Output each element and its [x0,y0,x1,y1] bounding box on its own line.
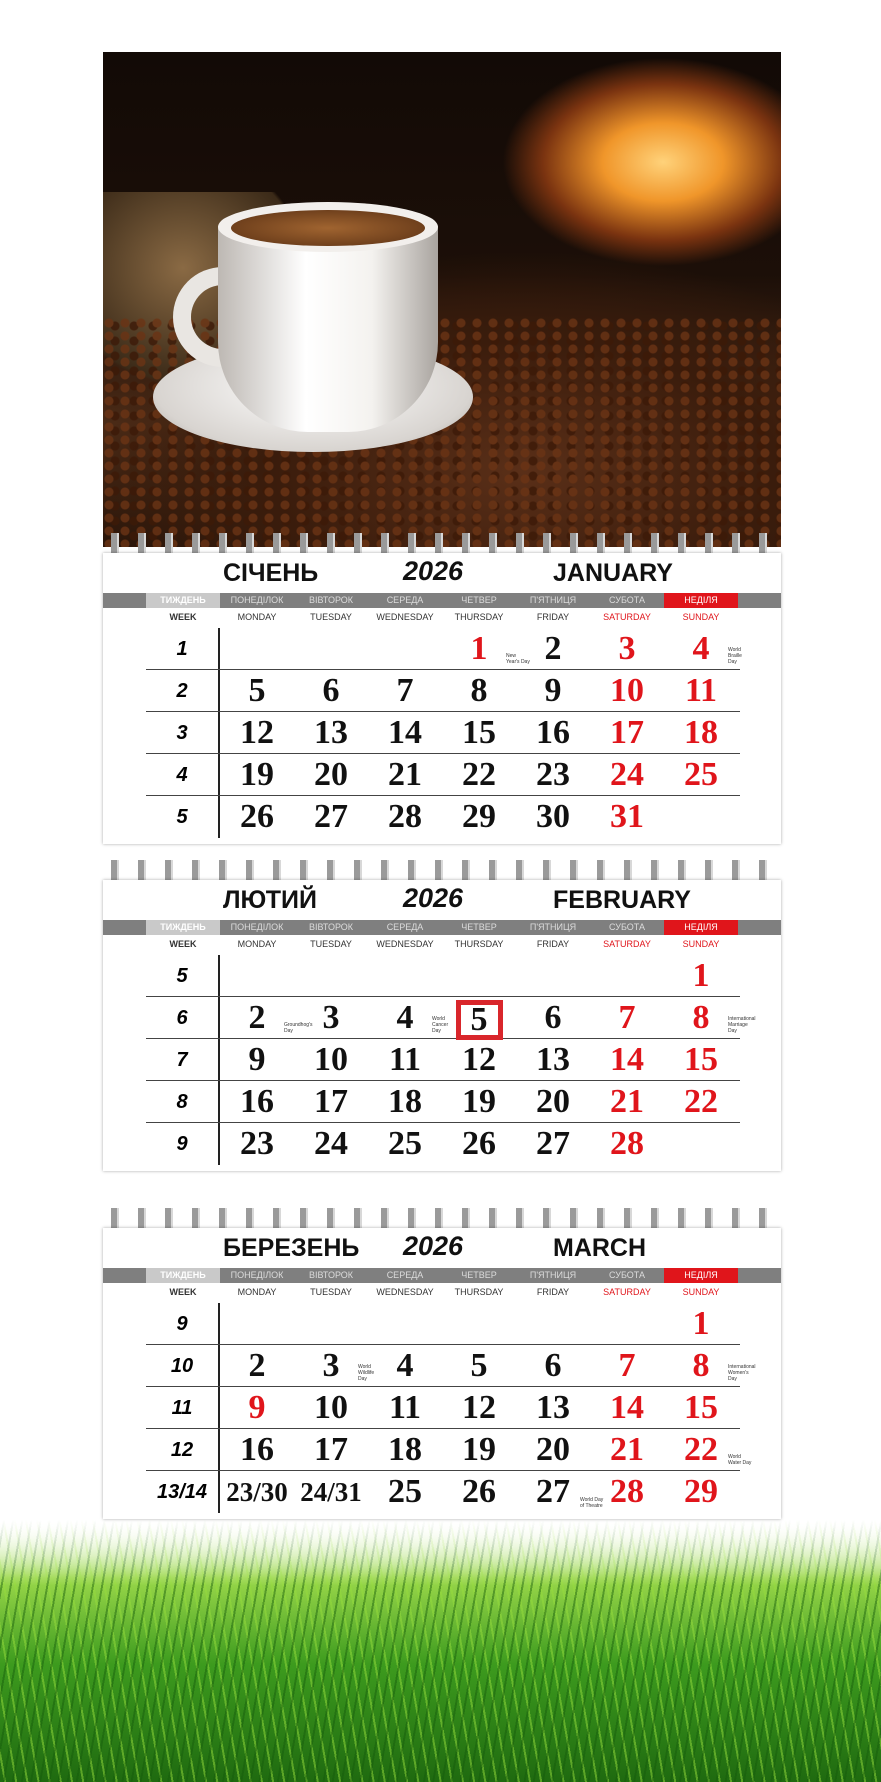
day-cell[interactable] [294,1387,368,1428]
day-cell[interactable] [220,796,294,838]
week-label-ua: ТИЖДЕНЬ [146,1268,220,1283]
week-row [146,628,740,670]
day-number: 21 [388,756,422,793]
day-cell[interactable] [664,1387,738,1428]
day-number: 29 [462,798,496,835]
weekday-ua: НЕДІЛЯ [664,920,738,935]
day-cell[interactable] [590,1471,664,1513]
day-number: 5 [456,1000,503,1040]
day-number: 8 [692,1347,710,1384]
day-number: 18 [388,1431,422,1468]
day-cell[interactable] [590,754,664,795]
day-cell[interactable] [294,997,368,1038]
day-cell[interactable] [442,1387,516,1428]
day-number: 9 [248,1389,266,1426]
holiday-note: Groundhog's Day [284,1022,313,1034]
day-cell[interactable] [516,997,590,1038]
day-cell[interactable] [664,1039,738,1080]
day-number: 10 [314,1389,348,1426]
day-number: 18 [388,1083,422,1120]
day-cell[interactable] [516,796,590,838]
week-number: 10 [146,1345,220,1386]
day-number: 9 [248,1041,266,1078]
week-label-en: WEEK [169,1287,197,1297]
day-number: 22 [684,1083,718,1120]
day-number: 25 [388,1125,422,1162]
weekday-ua: ПОНЕДІЛОК [230,1270,284,1280]
day-number: 16 [240,1431,274,1468]
week-number: 5 [146,955,220,996]
day-cell[interactable] [516,628,590,669]
weekday-ua: СУБОТА [609,922,645,932]
day-number: 16 [536,714,570,751]
day-number: 25 [684,756,718,793]
weekday-en: WEDNESDAY [376,1287,434,1297]
day-cell[interactable] [516,1387,590,1428]
day-number: 18 [684,714,718,751]
day-cell[interactable] [368,997,449,1038]
weekday-en: TUESDAY [310,612,352,622]
day-cell[interactable] [664,712,738,753]
day-number: 13 [536,1389,570,1426]
day-number: 31 [610,798,644,835]
day-cell[interactable] [590,712,664,753]
week-row [146,1345,756,1387]
weekday-ua: П'ЯТНИЦЯ [529,922,577,932]
day-cell[interactable] [516,1081,590,1122]
weekday-ua: СЕРЕДА [386,922,424,932]
day-cell[interactable] [442,796,516,838]
day-cell[interactable] [664,955,738,996]
day-cell[interactable] [516,754,590,795]
day-number: 11 [388,1041,422,1078]
week-row [146,670,740,712]
day-number: 2 [248,999,266,1036]
day-number: 15 [462,714,496,751]
day-cell[interactable] [368,1387,442,1428]
month-header [103,1228,781,1268]
day-cell[interactable] [516,1123,590,1165]
day-number: 20 [314,756,348,793]
week-label-en: WEEK [169,612,197,622]
day-cell[interactable] [294,1123,368,1165]
weeks-grid [146,955,756,1165]
weekday-en: SUNDAY [682,1287,720,1297]
day-cell[interactable] [294,1345,375,1386]
day-number: 23 [536,756,570,793]
day-cell[interactable] [368,1123,442,1165]
day-cell[interactable] [220,997,313,1038]
day-cell[interactable] [220,754,294,795]
day-number: 14 [610,1389,644,1426]
day-cell[interactable] [516,1039,590,1080]
week-number: 1 [146,628,220,669]
day-cell[interactable] [368,712,442,753]
weekday-ua: ВІВТОРОК [308,1270,354,1280]
weekday-bar-ua [103,1268,781,1283]
month-header [103,553,781,593]
day-number: 6 [544,999,562,1036]
weekday-ua: НЕДІЛЯ [664,593,738,608]
day-cell[interactable] [442,670,516,711]
weekday-en: FRIDAY [536,612,570,622]
day-cell[interactable] [368,754,442,795]
day-cell[interactable] [294,796,368,838]
day-number: 21 [610,1431,644,1468]
weekday-en: MONDAY [237,612,277,622]
year: 2026 [403,883,464,913]
day-number: 8 [470,672,488,709]
day-cell[interactable] [442,1429,516,1470]
day-number: 2 [544,630,562,667]
holiday-note: International Women's Day [728,1364,756,1382]
year: 2026 [403,1231,464,1261]
day-cell[interactable] [294,1471,368,1513]
weekday-en: TUESDAY [310,939,352,949]
day-cell[interactable] [368,1429,442,1470]
week-row [146,1471,740,1513]
day-cell[interactable] [294,712,368,753]
holiday-note: World Cancer Day [432,1016,449,1034]
day-cell[interactable] [368,670,442,711]
day-number: 30 [536,798,570,835]
day-cell[interactable] [368,1081,442,1122]
day-number: 24 [314,1125,348,1162]
day-cell[interactable] [442,1039,516,1080]
day-cell[interactable] [442,1471,516,1513]
day-number: 27 [536,1125,570,1162]
day-cell[interactable] [294,1429,368,1470]
day-cell[interactable] [220,1039,294,1080]
day-cell[interactable] [220,1471,294,1513]
day-number: 28 [610,1473,644,1510]
day-cell[interactable] [664,1345,756,1386]
day-number: 11 [388,1389,422,1426]
day-number: 16 [240,1083,274,1120]
day-number: 11 [684,672,718,709]
day-number: 9 [544,672,562,709]
day-number: 29 [684,1473,718,1510]
day-number: 27 [314,798,348,835]
weekday-ua: П'ЯТНИЦЯ [529,1270,577,1280]
weekday-en: FRIDAY [536,939,570,949]
weekday-ua: ЧЕТВЕР [461,595,497,605]
day-number: 12 [462,1041,496,1078]
spiral-binding [103,533,781,555]
week-row [146,1429,752,1471]
weekday-en: THURSDAY [454,939,504,949]
day-number: 5 [248,672,266,709]
weekday-row-en [103,608,781,628]
day-number: 4 [692,630,710,667]
day-number: 4 [396,1347,414,1384]
day-number: 19 [462,1431,496,1468]
month-name-en: MARCH [553,1234,647,1262]
week-row [146,1303,740,1345]
weekday-en: SATURDAY [603,612,651,622]
week-label-en: WEEK [169,939,197,949]
day-number: 17 [314,1431,348,1468]
day-cell[interactable] [220,1345,294,1386]
weekday-ua: ЧЕТВЕР [461,1270,497,1280]
day-number: 10 [610,672,644,709]
weekday-row-en [103,935,781,955]
weeks-grid [146,1303,756,1513]
day-cell[interactable] [516,712,590,753]
day-cell[interactable] [664,1429,752,1470]
month-name-en: JANUARY [553,559,673,587]
week-number: 13/14 [146,1471,220,1513]
month-name-ua: ЛЮТИЙ [223,886,317,914]
weekday-ua: СУБОТА [609,1270,645,1280]
day-number: 26 [462,1473,496,1510]
week-row [146,997,756,1039]
day-cell[interactable] [294,1081,368,1122]
coffee-photo [103,52,781,547]
weekday-ua: СУБОТА [609,595,645,605]
day-cell[interactable] [442,712,516,753]
weekday-bar-ua [103,593,781,608]
day-cell[interactable] [442,1081,516,1122]
spiral-binding [103,1208,781,1230]
day-number: 15 [684,1041,718,1078]
day-cell[interactable] [294,670,368,711]
weekday-en: WEDNESDAY [376,612,434,622]
week-row [146,754,740,796]
day-number: 28 [610,1125,644,1162]
weekday-en: TUESDAY [310,1287,352,1297]
week-row [146,1039,740,1081]
week-number: 8 [146,1081,220,1122]
day-number: 20 [536,1083,570,1120]
day-cell[interactable] [664,1303,738,1344]
day-cell[interactable] [442,754,516,795]
day-number: 1 [470,630,488,667]
grass-decoration [0,1520,881,1782]
weekday-en: SUNDAY [682,939,720,949]
day-cell[interactable] [368,1039,442,1080]
weekday-bar-ua [103,920,781,935]
day-cell[interactable] [516,1471,604,1513]
weekday-en: THURSDAY [454,1287,504,1297]
day-number: 14 [610,1041,644,1078]
day-number: 19 [240,756,274,793]
weekday-ua: ПОНЕДІЛОК [230,595,284,605]
week-number: 6 [146,997,220,1038]
day-number: 23 [240,1125,274,1162]
day-cell[interactable] [294,1039,368,1080]
day-number: 10 [314,1041,348,1078]
day-number: 6 [544,1347,562,1384]
day-cell[interactable] [220,712,294,753]
weekday-en: FRIDAY [536,1287,570,1297]
day-cell[interactable] [220,1081,294,1122]
weekday-en: SATURDAY [603,1287,651,1297]
day-number: 20 [536,1431,570,1468]
day-cell[interactable] [368,796,442,838]
day-cell[interactable] [590,1039,664,1080]
day-number: 27 [536,1473,570,1510]
day-cell[interactable] [664,1081,738,1122]
weekday-row-en [103,1283,781,1303]
day-cell[interactable] [294,754,368,795]
day-cell[interactable] [590,1345,664,1386]
day-number: 22 [462,756,496,793]
day-number: 1 [692,957,710,994]
month-name-ua: СІЧЕНЬ [223,559,319,587]
week-row [146,796,740,838]
day-number: 6 [322,672,340,709]
day-cell[interactable] [516,1345,590,1386]
day-number: 23/30 [226,1477,288,1507]
day-cell[interactable] [516,1429,590,1470]
day-number: 17 [314,1083,348,1120]
day-cell[interactable] [442,1123,516,1165]
day-number: 26 [462,1125,496,1162]
day-cell[interactable] [590,628,664,669]
weekday-ua: НЕДІЛЯ [664,1268,738,1283]
day-cell[interactable] [368,1471,442,1513]
week-label-ua: ТИЖДЕНЬ [146,593,220,608]
weekday-en: WEDNESDAY [376,939,434,949]
day-cell[interactable] [590,1081,664,1122]
day-cell[interactable] [664,1471,738,1513]
day-number: 17 [610,714,644,751]
day-cell-selected[interactable] [442,997,516,1038]
weeks-grid [146,628,740,838]
month-header [103,880,781,920]
week-number: 3 [146,712,220,753]
weekday-ua: СЕРЕДА [386,595,424,605]
day-cell[interactable] [442,628,530,669]
day-cell[interactable] [664,670,738,711]
day-cell[interactable] [442,1345,516,1386]
day-cell[interactable] [590,670,664,711]
day-number: 25 [388,1473,422,1510]
day-number: 14 [388,714,422,751]
week-number: 9 [146,1303,220,1344]
day-cell[interactable] [664,997,756,1038]
day-number: 13 [536,1041,570,1078]
weekday-en: MONDAY [237,939,277,949]
week-row [146,955,740,997]
day-number: 22 [684,1431,718,1468]
year: 2026 [403,556,464,586]
day-number: 1 [692,1305,710,1342]
day-number: 3 [322,1347,340,1384]
day-number: 19 [462,1083,496,1120]
week-number: 4 [146,754,220,795]
weekday-ua: ВІВТОРОК [308,595,354,605]
day-cell[interactable] [220,670,294,711]
week-number: 2 [146,670,220,711]
day-number: 8 [692,999,710,1036]
week-number: 9 [146,1123,220,1165]
day-cell[interactable] [368,1345,442,1386]
month-panel [103,880,781,1171]
day-number: 2 [248,1347,266,1384]
holiday-note: World Wildlife Day [358,1364,375,1382]
weekday-en: SATURDAY [603,939,651,949]
day-number: 7 [618,999,636,1036]
holiday-note: International Marriage Day [728,1016,756,1034]
holiday-note: World Water Day [728,1454,752,1466]
day-number: 24 [610,756,644,793]
day-cell[interactable] [590,796,664,838]
day-cell[interactable] [220,1429,294,1470]
day-cell[interactable] [516,670,590,711]
day-cell[interactable] [664,628,742,669]
weekday-en: THURSDAY [454,612,504,622]
day-number: 26 [240,798,274,835]
week-number: 11 [146,1387,220,1428]
day-number: 15 [684,1389,718,1426]
day-cell[interactable] [590,1387,664,1428]
week-row [146,1081,740,1123]
day-number: 5 [470,1347,488,1384]
day-number: 12 [240,714,274,751]
weekday-ua: ПОНЕДІЛОК [230,922,284,932]
day-number: 3 [322,999,340,1036]
day-cell[interactable] [220,1387,294,1428]
month-panel [103,1228,781,1519]
day-number: 12 [462,1389,496,1426]
week-row [146,1387,740,1429]
weekday-en: MONDAY [237,1287,277,1297]
day-number: 7 [618,1347,636,1384]
holiday-note: World Day of Theatre [580,1497,604,1509]
day-cell[interactable] [590,1123,664,1165]
week-row [146,712,740,754]
day-cell[interactable] [664,754,738,795]
week-number: 7 [146,1039,220,1080]
day-number: 7 [396,672,414,709]
spiral-binding [103,860,781,882]
holiday-note: World Braille Day [728,647,742,665]
weekday-ua: П'ЯТНИЦЯ [529,595,577,605]
week-number: 12 [146,1429,220,1470]
week-number: 5 [146,796,220,838]
weekday-ua: ЧЕТВЕР [461,922,497,932]
weekday-en: SUNDAY [682,612,720,622]
week-row [146,1123,740,1165]
day-number: 24/31 [300,1477,362,1507]
day-cell[interactable] [220,1123,294,1165]
month-panel [103,553,781,844]
day-number: 28 [388,798,422,835]
weekday-ua: ВІВТОРОК [308,922,354,932]
day-number: 4 [396,999,414,1036]
month-name-en: FEBRUARY [553,886,691,914]
month-name-ua: БЕРЕЗЕНЬ [223,1234,360,1262]
holiday-note: New Year's Day [506,653,530,665]
week-label-ua: ТИЖДЕНЬ [146,920,220,935]
day-cell[interactable] [590,1429,664,1470]
day-number: 21 [610,1083,644,1120]
weekday-ua: СЕРЕДА [386,1270,424,1280]
day-cell[interactable] [590,997,664,1038]
day-number: 13 [314,714,348,751]
coffee-surface [231,210,425,246]
day-number: 3 [618,630,636,667]
